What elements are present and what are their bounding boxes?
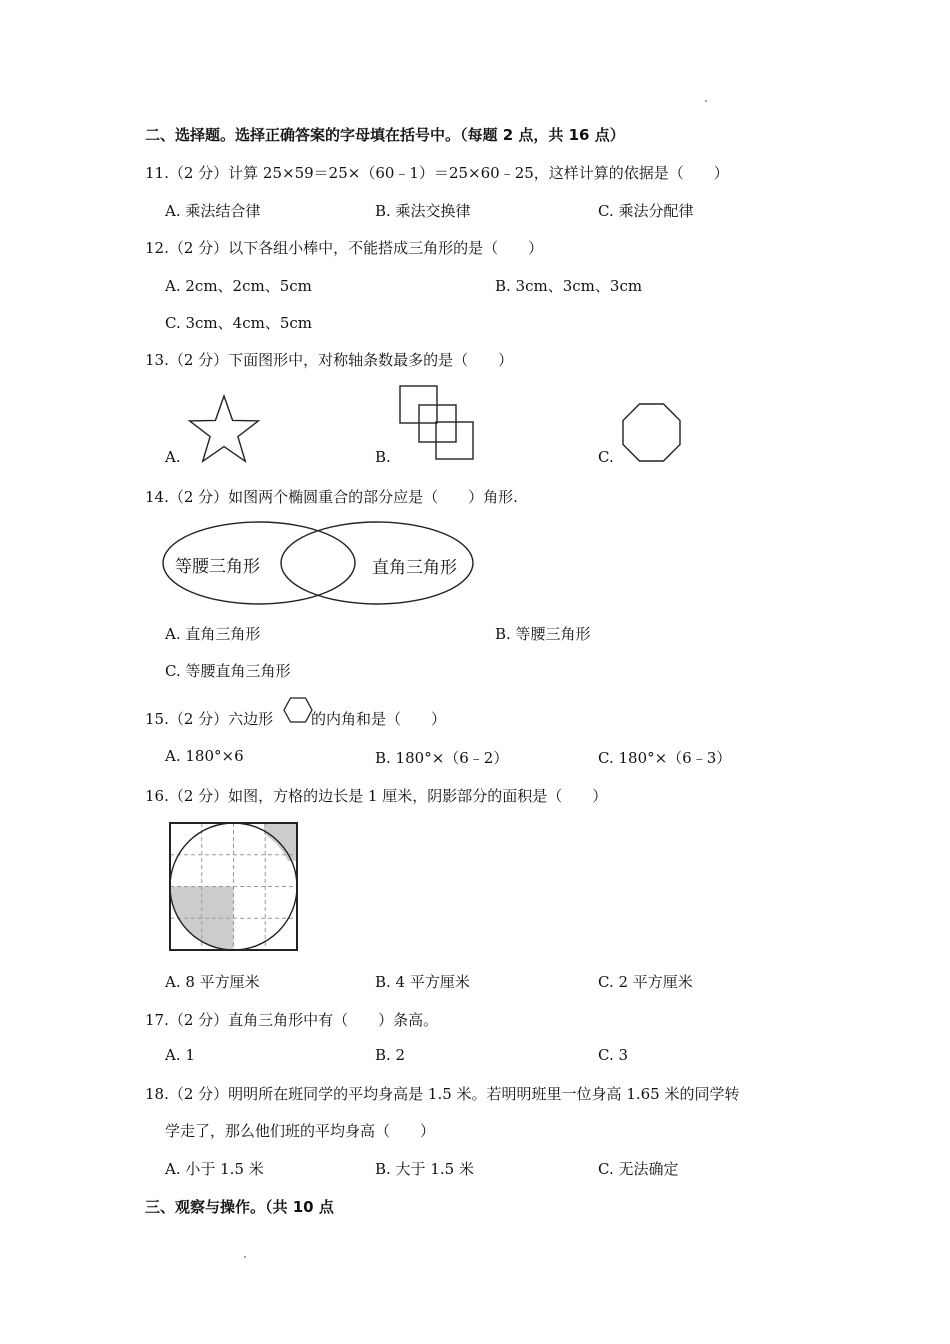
option-a: A. 180°×6 [165,747,244,765]
option-c: C. 等腰直角三角形 [165,662,291,680]
figure-label-a: A. [165,448,181,466]
option-b: B. 3cm、3cm、3cm [495,277,643,295]
overlapping-squares-figure [398,384,478,464]
option-a: A. 1 [165,1046,195,1064]
option-a: A. 2cm、2cm、5cm [165,277,312,295]
option-b: B. 180°×（6﹣2） [375,749,509,767]
grid-circle-figure [168,821,300,953]
option-b: B. 2 [375,1046,406,1064]
option-b: B. 等腰三角形 [495,625,591,643]
section-title: 二、选择题。选择正确答案的字母填在括号中。（每题 2 点，共 16 点） [145,126,625,144]
option-a: A. 直角三角形 [165,625,261,643]
octagon-figure [622,402,682,462]
option-c: C. 180°×（6﹣3） [598,749,732,767]
question-stem-part2: 的内角和是（ ） [311,710,447,728]
question-stem: 14.（2 分）如图两个椭圆重合的部分应是（ ）角形. [145,488,518,506]
figure-label-b: B. [375,448,391,466]
shaded-region [264,823,297,861]
figure-label-c: C. [598,448,614,466]
question-stem-line1: 18.（2 分）明明所在班同学的平均身高是 1.5 米。若明明班里一位身高 1.65 米的同学转 [145,1085,740,1103]
section-title: 三、观察与操作。（共 10 点 [145,1198,334,1216]
option-c: C. 乘法分配律 [598,202,694,220]
option-b: B. 4 平方厘米 [375,973,470,991]
option-c: C. 3 [598,1046,629,1064]
question-stem: 11.（2 分）计算 25×59＝25×（60﹣1）＝25×60﹣25，这样计算的依据是（ ） [145,164,729,182]
option-a: A. 8 平方厘米 [165,973,260,991]
question-stem-line2: 学走了，那么他们班的平均身高（ ） [165,1122,436,1140]
ellipse-right-label: 直角三角形 [372,558,457,578]
option-c: C. 无法确定 [598,1160,679,1178]
question-stem: 13.（2 分）下面图形中，对称轴条数最多的是（ ） [145,351,514,369]
option-b: B. 大于 1.5 米 [375,1160,474,1178]
question-stem: 12.（2 分）以下各组小棒中，不能搭成三角形的是（ ） [145,239,544,257]
star-figure [188,394,260,462]
option-c: C. 2 平方厘米 [598,973,693,991]
scan-dot [705,100,707,102]
option-c: C. 3cm、4cm、5cm [165,314,312,332]
option-a: A. 乘法结合律 [165,202,261,220]
ellipse-left-label: 等腰三角形 [175,557,260,577]
option-a: A. 小于 1.5 米 [165,1160,264,1178]
question-stem: 17.（2 分）直角三角形中有（ ）条高。 [145,1011,439,1029]
scan-dot [244,1256,246,1258]
hexagon-icon [283,697,313,723]
question-stem: 16.（2 分）如图，方格的边长是 1 厘米，阴影部分的面积是（ ） [145,787,608,805]
option-b: B. 乘法交换律 [375,202,471,220]
question-stem-part1: 15.（2 分）六边形 [145,710,274,728]
